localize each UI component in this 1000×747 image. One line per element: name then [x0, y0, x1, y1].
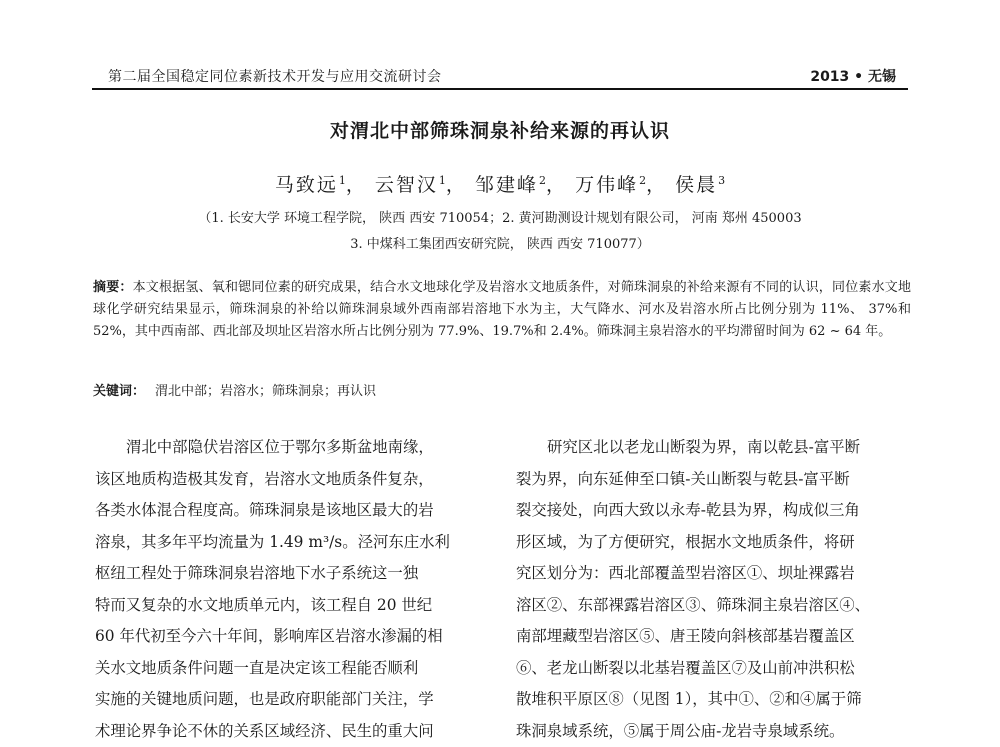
body-line: 溶区②、东部裸露岩溶区③、筛珠洞主泉岩溶区④、 — [516, 590, 916, 622]
author-separator: ， — [546, 174, 567, 196]
affiliations-line-1: （1. 长安大学 环境工程学院， 陕西 西安 710054；2. 黄河勘测设计规划有限公司， 河南 郑州 450003 — [0, 207, 1000, 226]
body-line: 形区域，为了方便研究，根据水文地质条件，将研 — [516, 527, 916, 559]
body-line: 特而又复杂的水文地质单元内，该工程自 20 世纪 — [95, 590, 495, 622]
keywords-text: 渭北中部；岩溶水；筛珠洞泉；再认识 — [155, 384, 376, 399]
body-line: 关水文地质条件问题一直是决定该工程能否顺利 — [95, 653, 495, 685]
author-affiliation-mark: 1 — [339, 174, 346, 187]
author-separator: ， — [346, 174, 367, 196]
body-line: 溶泉，其多年平均流量为 1.49 m³/s。泾河东庄水利 — [95, 527, 495, 559]
body-line: 该区地质构造极其发育，岩溶水文地质条件复杂， — [95, 464, 495, 496]
author-name: 云智汉 — [375, 174, 438, 196]
abstract-label: 摘要： — [93, 280, 133, 295]
body-line: 裂为界，向东延伸至口镇-关山断裂与乾县-富平断 — [516, 464, 916, 496]
body-line: 研究区北以老龙山断裂为界，南以乾县-富平断 — [516, 432, 916, 464]
body-line: 各类水体混合程度高。筛珠洞泉是该地区最大的岩 — [95, 495, 495, 527]
body-line: 南部埋藏型岩溶区⑤、唐王陵向斜核部基岩覆盖区 — [516, 621, 916, 653]
author-name: 邹建峰 — [475, 174, 538, 196]
header-rule — [92, 88, 908, 90]
abstract-text: 本文根据氢、氧和锶同位素的研究成果，结合水文地球化学及岩溶水文地质条件，对筛珠洞泉的补给来源有不同的认识，同位素水文地球化学研究结果显示，筛珠洞泉的补给以筛珠洞泉域外西南部岩溶地下水为主，大气降水、河水及岩溶水所占比例分别为 11%、 37%和 52%，其中西南部、西北部及坝址区岩溶水所占比例分别为 77.9%、19.7%和 2.4%。筛珠洞主泉岩溶水的平均滞留时间为 62 ~ 64 年。 — [93, 280, 911, 339]
body-line: ⑥、老龙山断裂以北基岩覆盖区⑦及山前冲洪积松 — [516, 653, 916, 685]
running-header-year-location: 2013 • 无锡 — [810, 66, 896, 86]
body-column-right — [516, 432, 916, 747]
running-header-conference: 第二届全国稳定同位素新技术开发与应用交流研讨会 — [108, 66, 442, 86]
keywords — [93, 380, 376, 399]
author-separator: ， — [646, 174, 667, 196]
body-line: 枢纽工程处于筛珠洞泉岩溶地下水子系统这一独 — [95, 558, 495, 590]
body-column-left — [95, 432, 495, 747]
author-list — [0, 170, 1000, 197]
author-name: 侯晨 — [675, 174, 717, 196]
body-line: 珠洞泉域系统，⑤属于周公庙-龙岩寺泉域系统。 — [516, 716, 916, 747]
author-separator: ， — [446, 174, 467, 196]
affiliations-line-2: 3. 中煤科工集团西安研究院， 陕西 西安 710077） — [0, 233, 1000, 252]
author-name: 万伟峰 — [575, 174, 638, 196]
paper-title: 对渭北中部筛珠洞泉补给来源的再认识 — [0, 116, 1000, 143]
body-line: 渭北中部隐伏岩溶区位于鄂尔多斯盆地南缘， — [95, 432, 495, 464]
author-affiliation-mark: 1 — [439, 174, 446, 187]
body-line: 术理论界争论不休的关系区域经济、民生的重大问 — [95, 716, 495, 747]
author-affiliation-mark: 2 — [539, 174, 546, 187]
author-name: 马致远 — [275, 174, 338, 196]
keywords-label: 关键词： — [93, 384, 145, 399]
body-line: 究区划分为：西北部覆盖型岩溶区①、坝址裸露岩 — [516, 558, 916, 590]
body-line: 60 年代初至今六十年间，影响库区岩溶水渗漏的相 — [95, 621, 495, 653]
author-affiliation-mark: 2 — [639, 174, 646, 187]
body-line: 实施的关键地质问题，也是政府职能部门关注，学 — [95, 684, 495, 716]
abstract — [93, 277, 911, 343]
author-affiliation-mark: 3 — [718, 174, 725, 187]
body-line: 裂交接处，向西大致以永寿-乾县为界，构成似三角 — [516, 495, 916, 527]
body-line: 散堆积平原区⑧（见图 1），其中①、②和④属于筛 — [516, 684, 916, 716]
